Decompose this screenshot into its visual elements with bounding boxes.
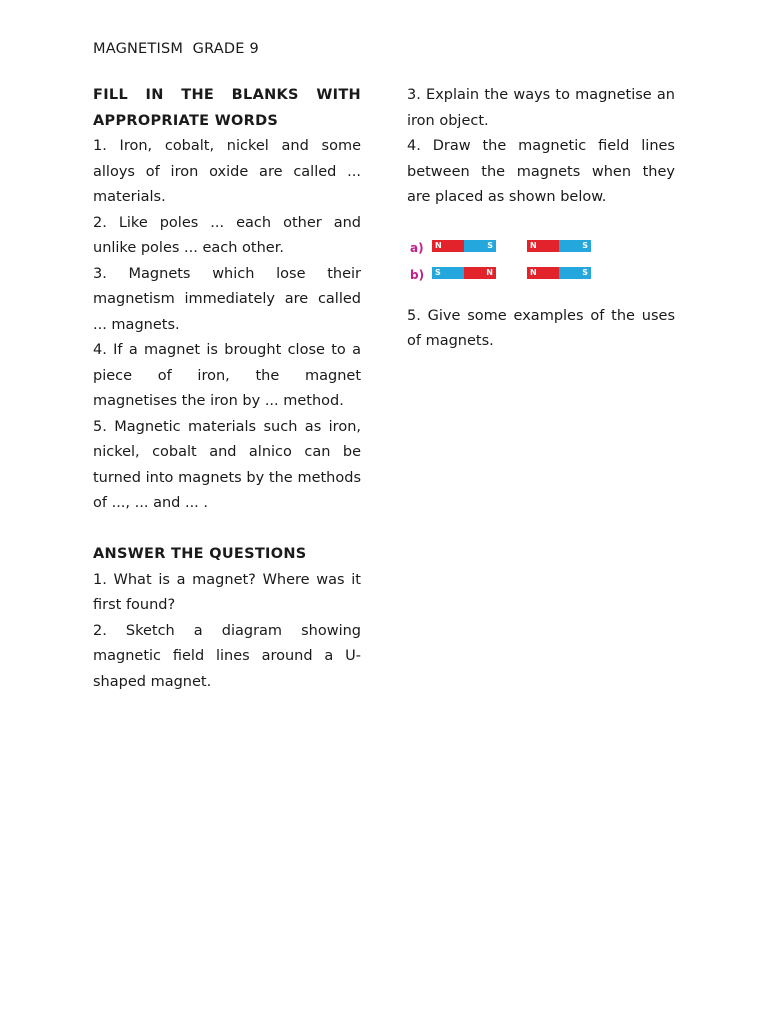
south-pole: S [432, 267, 464, 279]
north-pole: N [464, 267, 496, 279]
south-pole: S [559, 240, 591, 252]
fill-question-4: 4. If a magnet is brought close to a piece of iron, the magnet magnetises the iron by ... method. [93, 342, 361, 409]
bar-magnet-a2 [527, 240, 591, 252]
bar-magnet-b1 [432, 267, 496, 279]
fill-question-1: 1. Iron, cobalt, nickel and some alloys of iron oxide are called ... materials. [93, 138, 361, 205]
answer-question-1: 1. What is a magnet? Where was it first found? [93, 571, 361, 613]
fill-question-5: 5. Magnetic materials such as iron, nickel, cobalt and alnico can be turned into magnets by the methods of ..., ... and ... . [93, 418, 361, 511]
section-gap [93, 517, 361, 543]
row-label-b: b) [410, 267, 425, 282]
north-pole: N [527, 267, 559, 279]
bar-magnets-figure [407, 226, 675, 290]
row-label-a: a) [410, 240, 424, 255]
fill-question-3: 3. Magnets which lose their magnetism immediately are called ... magnets. [93, 265, 361, 333]
fill-question-2: 2. Like poles ... each other and unlike poles ... each other. [93, 214, 361, 256]
answer-questions-heading: ANSWER THE QUESTIONS [93, 546, 307, 562]
south-pole: S [559, 267, 591, 279]
question-4: 4. Draw the magnetic field lines between the magnets when they are placed as shown below. [407, 138, 675, 205]
right-column [407, 83, 675, 355]
bar-magnet-b2 [527, 267, 591, 279]
document-title: MAGNETISM GRADE 9 [93, 41, 259, 57]
north-pole: N [527, 240, 559, 252]
question-3: 3. Explain the ways to magnetise an iron object. [407, 87, 675, 129]
question-5: 5. Give some examples of the uses of magnets. [407, 307, 675, 349]
left-column [93, 83, 361, 695]
bar-magnet-a1 [432, 240, 496, 252]
answer-question-2: 2. Sketch a diagram showing magnetic field lines around a U-shaped magnet. [93, 622, 361, 690]
north-pole: N [432, 240, 464, 252]
south-pole: S [464, 240, 496, 252]
fill-in-blanks-heading: FILL IN THE BLANKS WITH APPROPRIATE WORDS [93, 87, 361, 129]
